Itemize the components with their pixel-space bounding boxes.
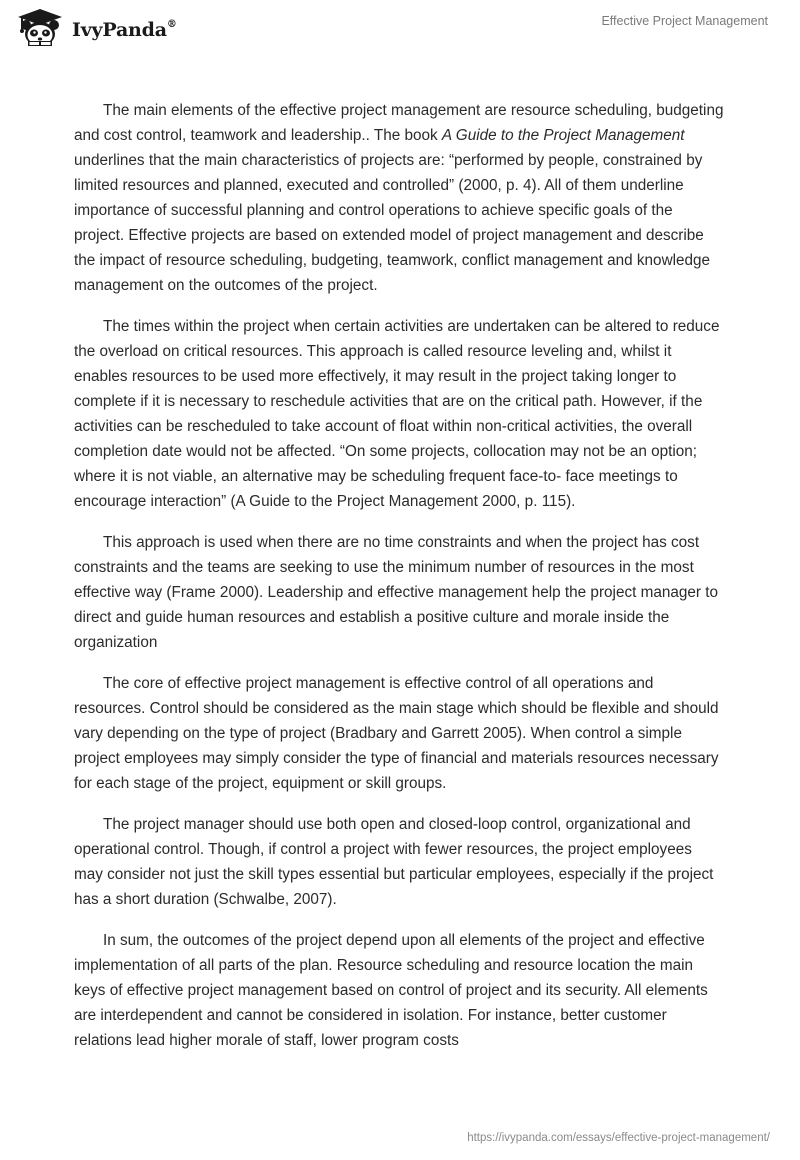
brand-name: IvyPanda® <box>72 18 177 41</box>
page-header <box>0 0 800 60</box>
paragraph: The times within the project when certain activities are undertaken can be altered to reduce the overload on critical resources. This approach is called resource leveling and, whilst it enables resources to be used more effectively, it may result in the project taking longer to complete if it is necessary to reschedule activities that are on the critical path. However, if the activities can be rescheduled to take account of float within non-critical activities, the overall completion date would not be affected. “On some projects, collocation may not be an option; where it is not viable, an alternative may be scheduling frequent face-to- face meetings to encourage interaction” (A Guide to the Project Management 2000, p. 115). <box>74 318 720 510</box>
paragraph: The core of effective project management is effective control of all operations and resources. Control should be considered as the main stage which should be flexible and should vary depending on the type of project (Bradbary and Garrett 2005). When control a simple project employees may simply consider the type of financial and materials resources necessary for each stage of the project, equipment or skill groups. <box>74 675 719 792</box>
paragraph: The project manager should use both open and closed-loop control, organizational and operational control. Though, if control a project with fewer resources, the project employees may consider not just the skill types essential but particular employees, especially if the project has a short duration (Schwalbe, 2007). <box>74 816 714 908</box>
panda-logo-icon <box>14 8 66 48</box>
paragraph: The main elements of the effective project management are resource scheduling, budgeting and cost control, teamwork and leadership.. The book A Guide to the Project Management underlines that the main characteristics of projects are: “performed by people, constrained by limited resources and planned, executed and controlled” (2000, p. 4). All of them underline importance of successful planning and control operations to achieve specific goals of the project. Effective projects are based on extended model of project management and describe the impact of resource scheduling, budgeting, teamwork, conflict management and knowledge management on the outcomes of the project. <box>74 102 724 294</box>
source-url-link[interactable]: https://ivypanda.com/essays/effective-project-management/ <box>467 1132 770 1144</box>
essay-body <box>74 98 724 1069</box>
document-title: Effective Project Management <box>601 14 768 28</box>
book-title: A Guide to the Project Management <box>441 127 685 144</box>
paragraph: This approach is used when there are no time constraints and when the project has cost constraints and the teams are seeking to use the minimum number of resources in the most effective way (Frame 2000). Leadership and effective management help the project manager to direct and guide human resources and establish a positive culture and morale inside the organization <box>74 534 718 651</box>
paragraph: In sum, the outcomes of the project depend upon all elements of the project and effective implementation of all parts of the plan. Resource scheduling and resource location the main keys of effective project management based on control of project and its security. All elements are interdependent and cannot be considered in isolation. For instance, better customer relations lead higher morale of staff, lower program costs <box>74 932 708 1049</box>
logo[interactable] <box>14 8 177 48</box>
